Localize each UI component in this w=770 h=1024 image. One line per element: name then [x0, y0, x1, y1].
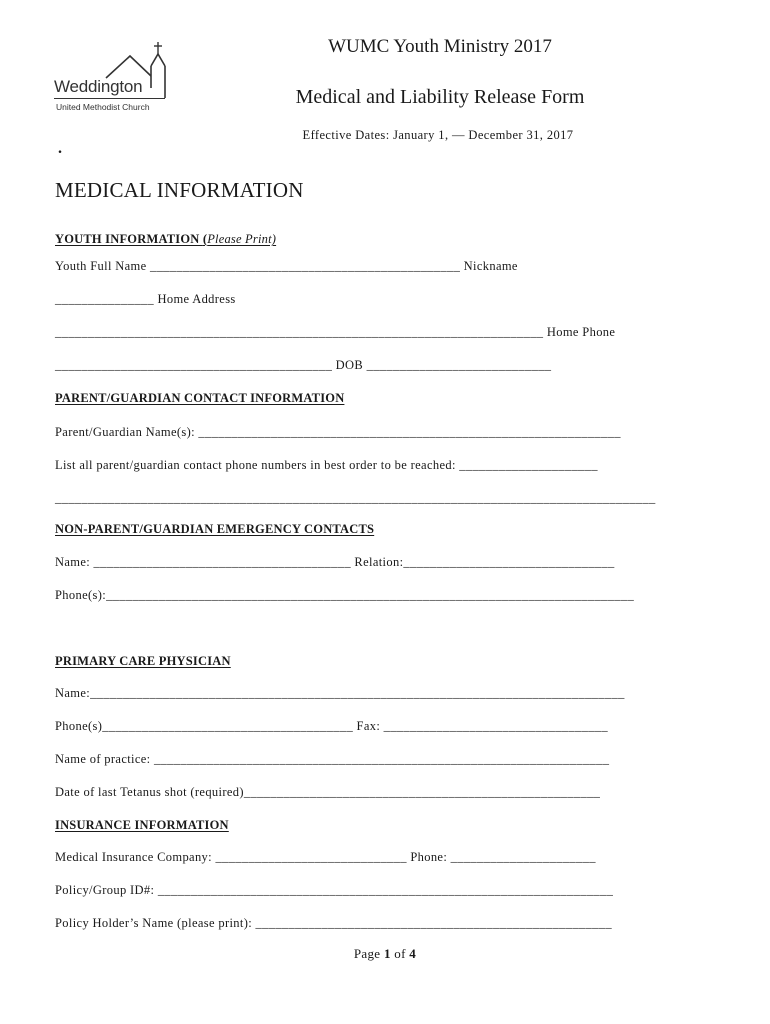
nickname-field[interactable]: _______________ Home Address [55, 292, 236, 306]
home-address-field[interactable]: __________________________________________________________________________ Home Phone [55, 325, 616, 339]
section-heading-insurance: INSURANCE INFORMATION [55, 818, 229, 832]
page-total: 4 [409, 946, 417, 961]
form-title: WUMC Youth Ministry 2017 [328, 36, 552, 57]
logo-wordmark: Weddington [54, 77, 143, 96]
physician-phone-fax-field[interactable]: Phone(s)______________________________________ Fax: __________________________________ [55, 719, 609, 733]
policy-group-id-field[interactable]: Policy/Group ID#: _____________________________________________________________________ [55, 883, 614, 897]
page-footer [0, 946, 770, 962]
insurance-company-phone-field[interactable]: Medical Insurance Company: _____________________________ Phone: ______________________ [55, 850, 596, 864]
youth-heading-note: Please Print) [207, 232, 277, 246]
policy-holder-name-field[interactable]: Policy Holder’s Name (please print): ______________________________________________________ [55, 916, 612, 930]
youth-full-name-field[interactable]: Youth Full Name _______________________________________________ Nickname [55, 259, 518, 273]
section-heading-parent: PARENT/GUARDIAN CONTACT INFORMATION [55, 391, 345, 405]
physician-name-field[interactable]: Name:_________________________________________________________________________________ [55, 686, 625, 700]
page-number: 1 [383, 946, 391, 961]
form-subtitle: Medical and Liability Release Form [295, 86, 585, 108]
parent-phones-continued-field[interactable]: ___________________________________________________________________________________________ [55, 491, 656, 505]
youth-heading-text: YOUTH INFORMATION [55, 232, 203, 246]
parent-phones-field[interactable]: List all parent/guardian contact phone numbers in best order to be reached: _____________________ [55, 458, 598, 472]
emergency-phone-field[interactable]: Phone(s):________________________________________________________________________________ [55, 588, 635, 602]
bullet-mark: . [58, 140, 62, 157]
home-phone-dob-field[interactable]: __________________________________________ DOB ____________________________ [55, 358, 552, 372]
section-heading-physician: PRIMARY CARE PHYSICIAN [55, 654, 231, 668]
section-heading-youth [55, 232, 276, 247]
youth-heading-paren: ( [202, 232, 208, 246]
emergency-name-relation-field[interactable]: Name: _______________________________________ Relation:________________________________ [55, 555, 615, 569]
tetanus-date-field[interactable]: Date of last Tetanus shot (required)______________________________________________________ [55, 785, 601, 799]
effective-dates: Effective Dates: January 1, — December 31, 2017 [302, 128, 574, 142]
practice-name-field[interactable]: Name of practice: _____________________________________________________________________ [55, 752, 610, 766]
page-heading: MEDICAL INFORMATION [55, 178, 304, 202]
page-of: of [390, 946, 410, 961]
logo-church-name: United Methodist Church [56, 102, 150, 112]
page-prefix: Page [353, 946, 384, 961]
parent-name-field[interactable]: Parent/Guardian Name(s): ________________________________________________________________ [55, 425, 621, 439]
section-heading-emergency: NON-PARENT/GUARDIAN EMERGENCY CONTACTS [55, 522, 375, 536]
